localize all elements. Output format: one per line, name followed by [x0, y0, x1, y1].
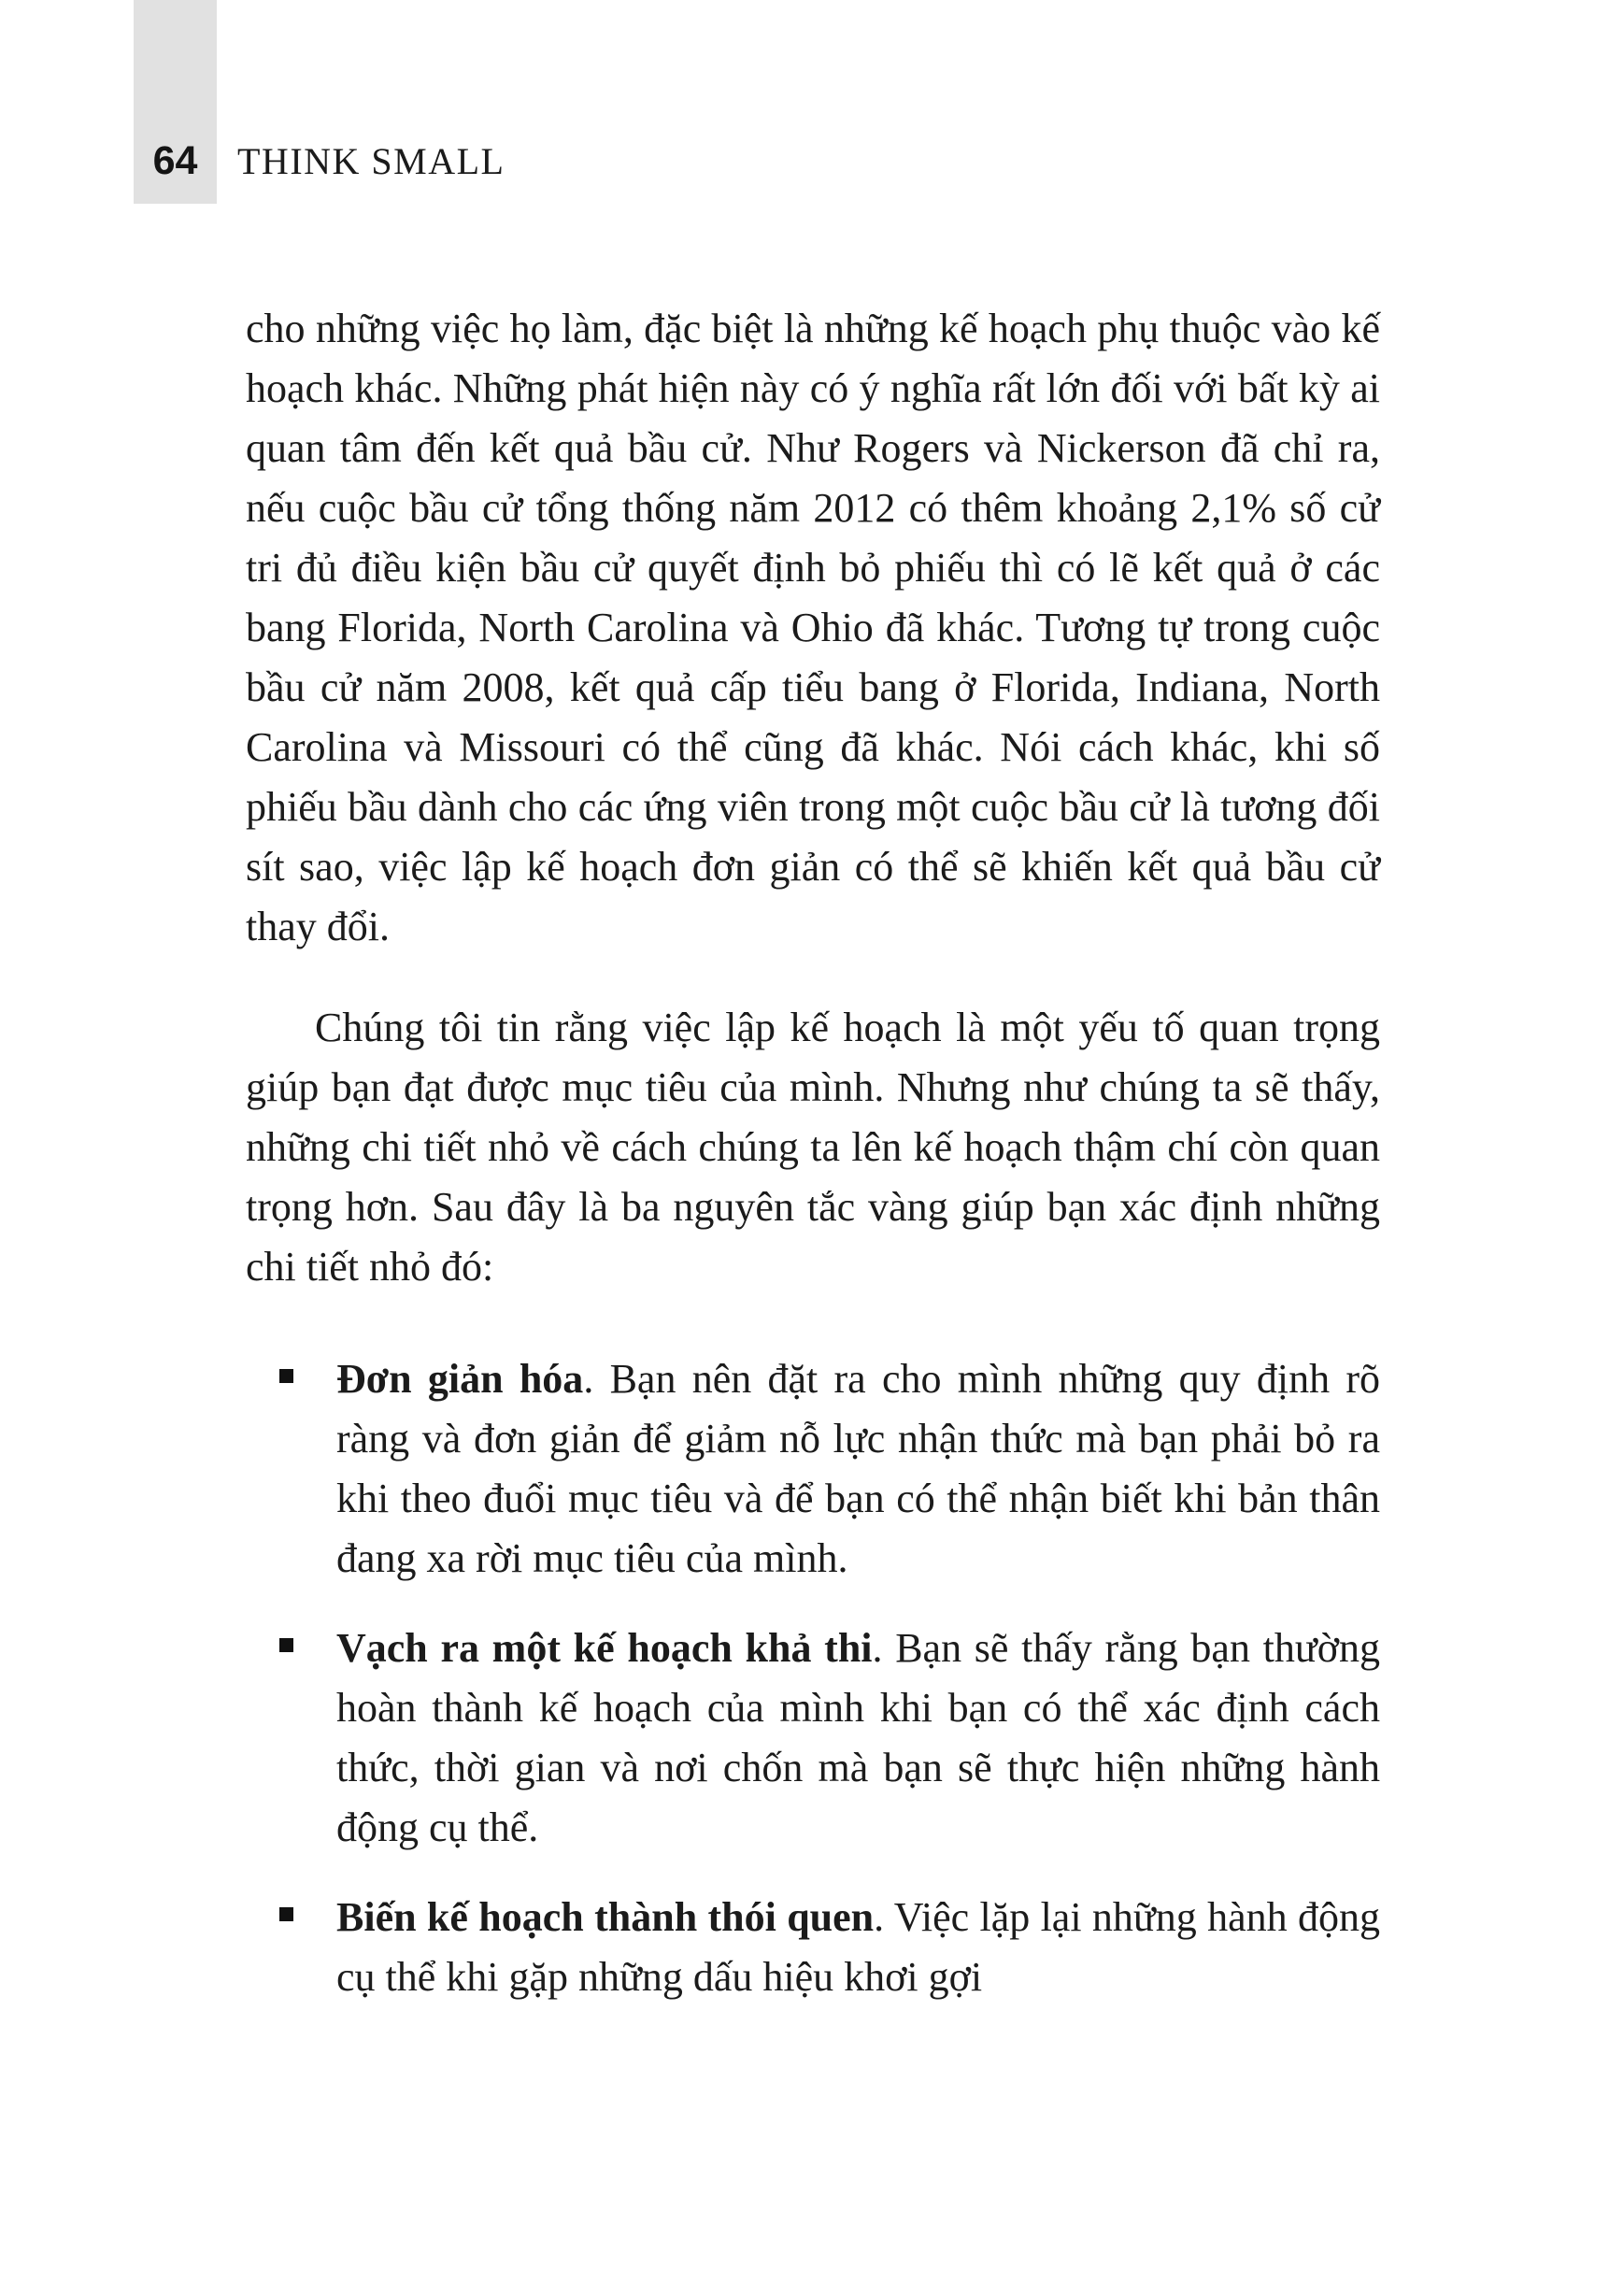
list-item-habit	[246, 1888, 1380, 2007]
paragraph-three-golden-rules-intro: Chúng tôi tin rằng việc lập kế hoạch là một yếu tố quan trọng giúp bạn đạt được mục tiêu của mình. Nhưng như chúng ta sẽ thấy, những chi tiết nhỏ về cách chúng ta lên kế hoạch thậm chí còn quan trọng hơn. Sau đây là ba nguyên tắc vàng giúp bạn xác định những chi tiết nhỏ đó:	[246, 1005, 1380, 1290]
bullet-lead-simplify: Đơn giản hóa	[336, 1356, 584, 1402]
list-item-feasible-plan	[246, 1619, 1380, 1858]
bullet-lead-feasible-plan: Vạch ra một kế hoạch khả thi	[336, 1625, 873, 1671]
running-title: THINK SMALL	[237, 140, 505, 182]
running-header	[134, 138, 505, 184]
bullet-square-icon	[279, 1638, 293, 1652]
bullet-text-feasible-plan: . Bạn sẽ thấy rằng bạn thường hoàn thành kế hoạch của mình khi bạn có thể xác định cách thức, thời gian và nơi chốn mà bạn sẽ thực hiện những hành động cụ thể.	[336, 1625, 1380, 1850]
page-number: 64	[152, 138, 198, 183]
bullet-square-icon	[279, 1907, 293, 1921]
bullet-square-icon	[279, 1369, 293, 1383]
list-item-simplify	[246, 1349, 1380, 1589]
paragraph-election-planning: cho những việc họ làm, đặc biệt là những kế hoạch phụ thuộc vào kế hoạch khác. Những phát hiện này có ý nghĩa rất lớn đối với bất kỳ ai quan tâm đến kết quả bầu cử. Như Rogers và Nickerson đã chỉ ra, nếu cuộc bầu cử tổng thống năm 2012 có thêm khoảng 2,1% số cử tri đủ điều kiện bầu cử quyết định bỏ phiếu thì có lẽ kết quả ở các bang Florida, North Carolina và Ohio đã khác. Tương tự trong cuộc bầu cử năm 2008, kết quả cấp tiểu bang ở Florida, Indiana, North Carolina và Missouri có thể cũng đã khác. Nói cách khác, khi số phiếu bầu dành cho các ứng viên trong một cuộc bầu cử là tương đối sít sao, việc lập kế hoạch đơn giản có thể sẽ khiến kết quả bầu cử thay đổi.	[246, 306, 1380, 949]
bullet-text-simplify: . Bạn nên đặt ra cho mình những quy định rõ ràng và đơn giản để giảm nỗ lực nhận thức mà bạn phải bỏ ra khi theo đuổi mục tiêu và để bạn có thể nhận biết khi bản thân đang xa rời mục tiêu của mình.	[336, 1356, 1381, 1581]
bullet-lead-habit: Biến kế hoạch thành thói quen	[336, 1894, 875, 1940]
body-text-column	[246, 299, 1380, 2007]
bullet-text-habit: . Việc lặp lại những hành động cụ thể khi gặp những dấu hiệu khơi gợi	[336, 1894, 1380, 2000]
golden-rules-list	[246, 1349, 1380, 2007]
